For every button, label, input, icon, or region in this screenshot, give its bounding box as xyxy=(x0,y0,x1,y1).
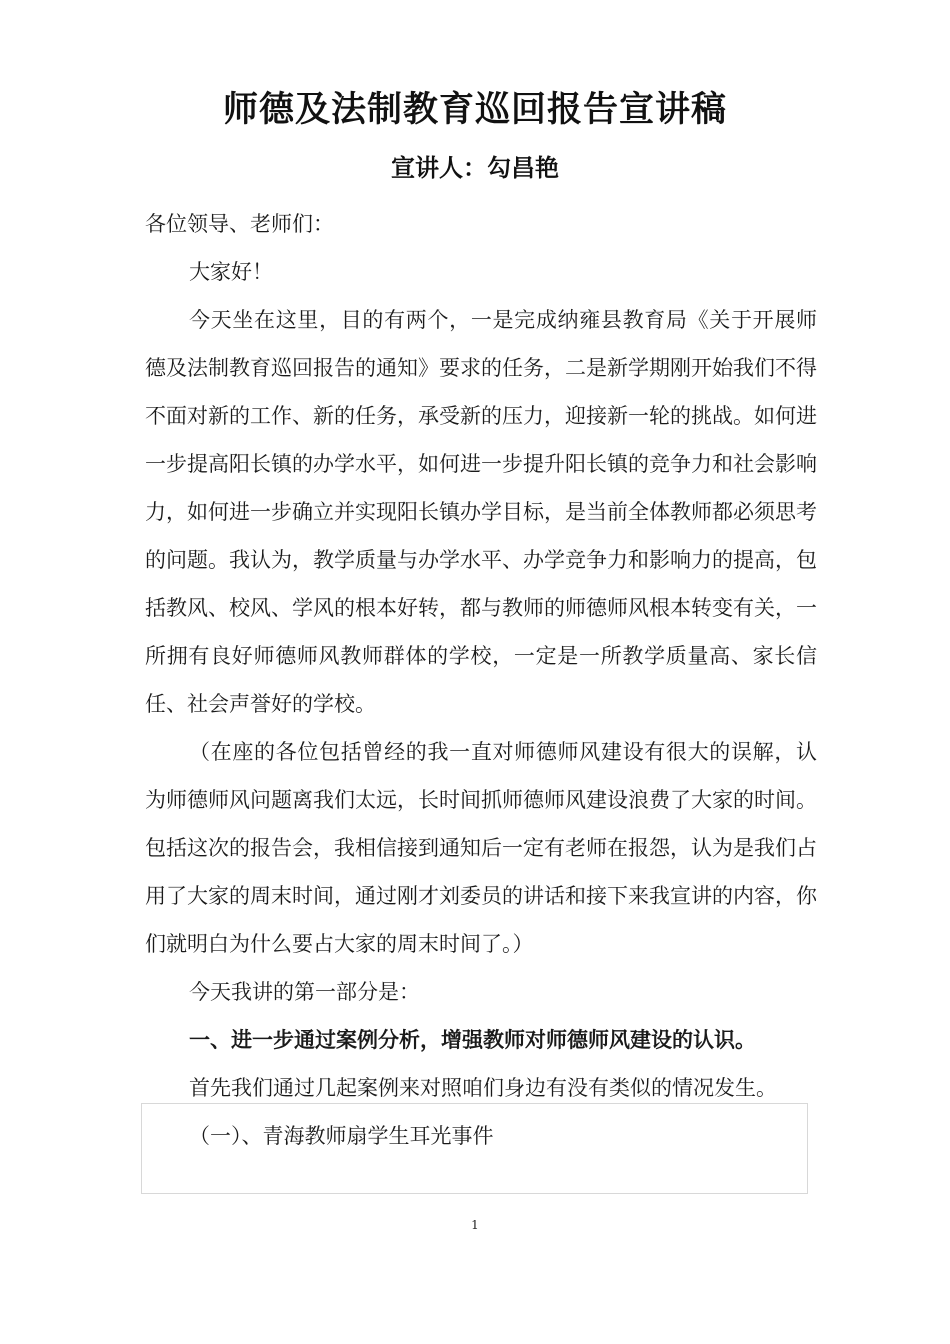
speaker-line: 宣讲人：勾昌艳 xyxy=(391,154,559,182)
paragraph-purpose: 今天坐在这里，目的有两个，一是完成纳雍县教育局《关于开展师德及法制教育巡回报告的通知》要求的任务，二是新学期刚开始我们不得不面对新的工作、新的任务，承受新的压力，迎接新一轮的挑战。如何进一步提高阳长镇的办学水平，如何进一步提升阳长镇的竞争力和社会影响力，如何进一步确立并实现阳长镇办学目标，是当前全体教师都必须思考的问题。我认为，教学质量与办学水平、办学竞争力和影响力的提高，包括教风、校风、学风的根本好转，都与教师的师德师风根本转变有关，一所拥有良好师德师风教师群体的学校，一定是一所教学质量高、家长信任、社会声誉好的学校。 xyxy=(145,308,817,716)
page-number: 1 xyxy=(471,1218,479,1232)
salutation: 各位领导、老师们： xyxy=(145,212,334,236)
paragraph-cases-intro: 首先我们通过几起案例来对照咱们身边有没有类似的情况发生。 xyxy=(189,1076,777,1100)
document-body xyxy=(145,200,817,1160)
paragraph-part-intro: 今天我讲的第一部分是： xyxy=(189,980,420,1004)
paragraph-misunderstanding: （在座的各位包括曾经的我一直对师德师风建设有很大的误解，认为师德师风问题离我们太远，长时间抓师德师风建设浪费了大家的时间。包括这次的报告会，我相信接到通知后一定有老师在报怨，认为是我们占用了大家的周末时间，通过刚才刘委员的讲话和接下来我宣讲的内容，你们就明白为什么要占大家的周末时间了。） xyxy=(145,740,817,956)
document-title: 师德及法制教育巡回报告宣讲稿 xyxy=(222,90,727,130)
greeting: 大家好！ xyxy=(189,260,273,284)
section-heading: 一、进一步通过案例分析，增强教师对师德师风建设的认识。 xyxy=(189,1028,756,1052)
case-heading: （一）、青海教师扇学生耳光事件 xyxy=(189,1124,494,1148)
